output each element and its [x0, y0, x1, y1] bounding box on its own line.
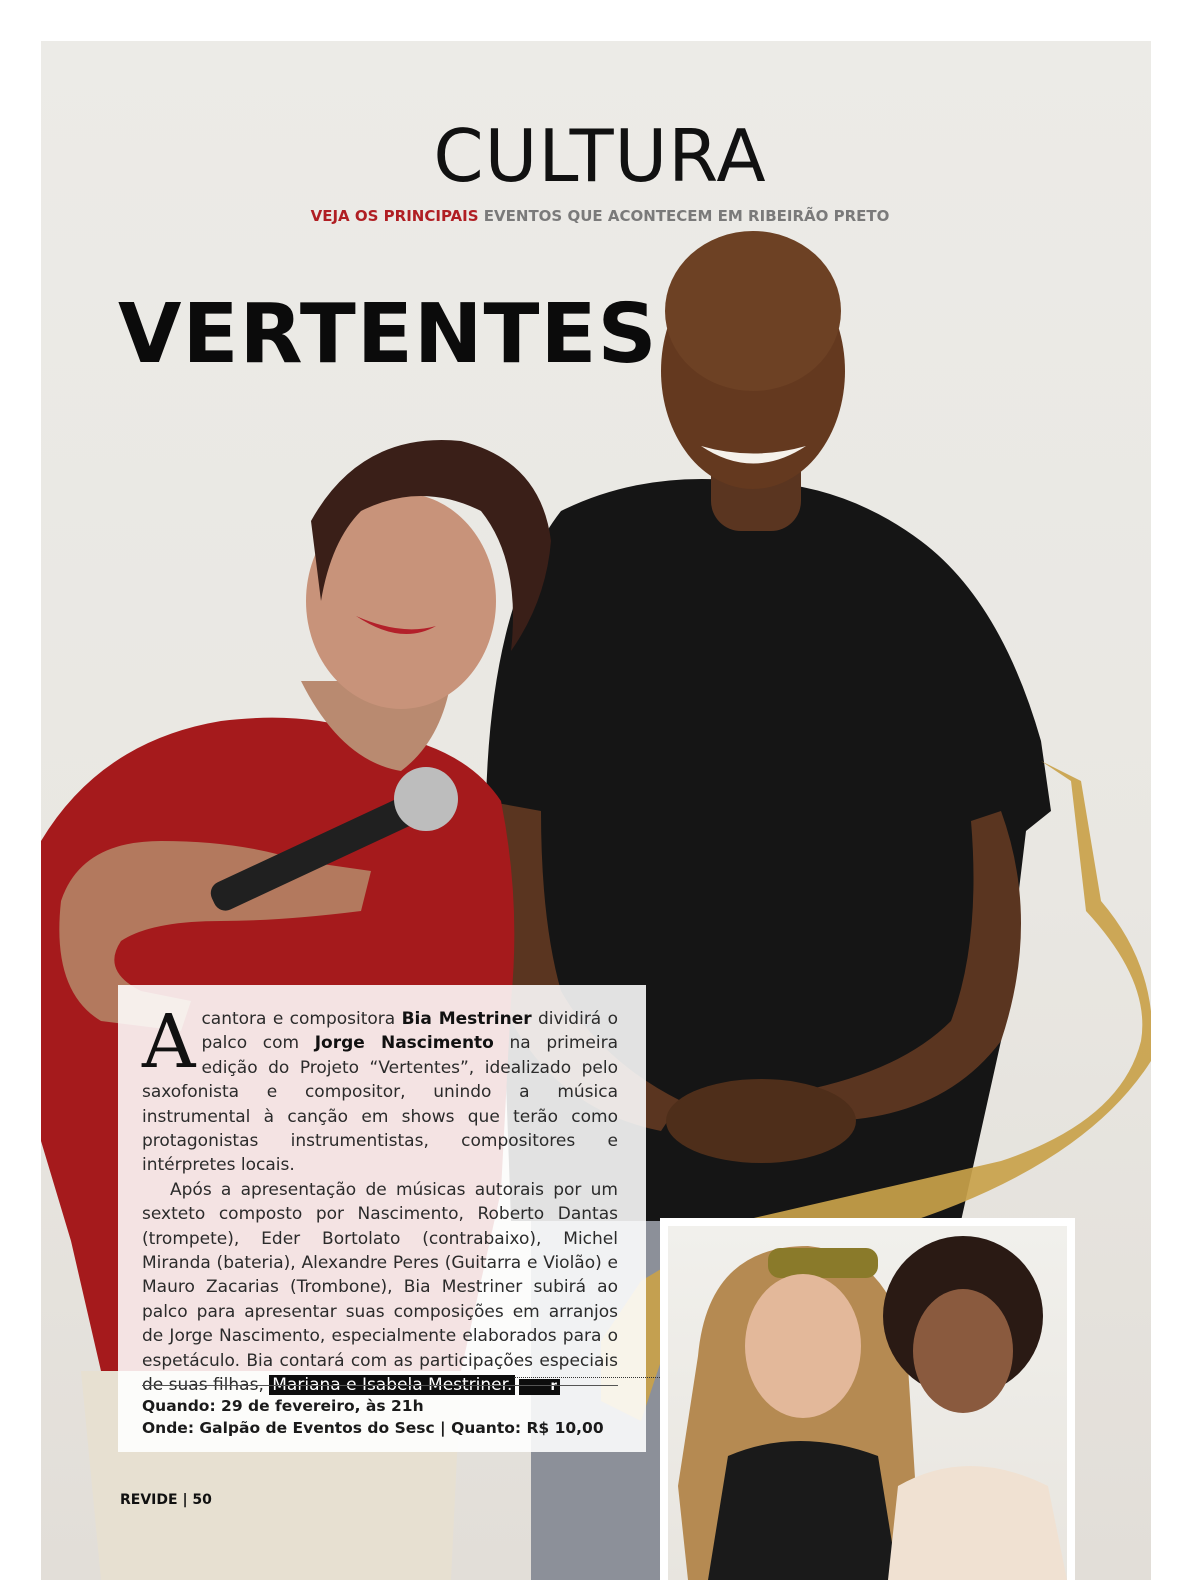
p1-text-a: cantora e compositora — [201, 1009, 402, 1029]
section-subtitle-rest: EVENTOS QUE ACONTECEM EM RIBEIRÃO PRETO — [483, 207, 890, 225]
p1-text-c: na primeira edição do Projeto “Vertentes”, idealizado pelo saxofonista e compositor, unindo a música instrumental à canção em shows que terão como protagonistas instrumentistas, compositores e intérpretes locais. — [142, 1033, 618, 1176]
inset-photo-frame — [660, 1218, 1075, 1580]
p1-text-b: dividirá o palco com — [201, 1009, 618, 1054]
section-title: CULTURA — [433, 114, 767, 198]
article-text-box — [118, 985, 646, 1452]
artist-name-bia: Bia Mestriner — [401, 1009, 532, 1029]
p2-text: Após a apresentação de músicas autorais por um sexteto composto por Nascimento, Roberto Dantas (trompete), Eder Bortolato (contrabaixo), Michel Miranda (bateria), Alexandre Peres (Guitarra e Violão) e Mauro Zacarias (Trombone), Bia Mestriner subirá ao palco para apresentar suas composições em arranjos de Jorge Nascimento, especialmente elaborados para o espetáculo. Bia contará com as participações especiais de suas filhas, — [142, 1179, 618, 1396]
section-subtitle-highlight: VEJA OS PRINCIPAIS — [310, 207, 479, 225]
event-when: Quando: 29 de fevereiro, às 21h — [142, 1397, 424, 1415]
daughters-photo — [668, 1226, 1067, 1580]
event-where-price: Onde: Galpão de Eventos do Sesc | Quanto: R$ 10,00 — [142, 1419, 604, 1437]
info-divider — [142, 1385, 618, 1386]
page-folio: REVIDE | 50 — [120, 1492, 212, 1508]
end-of-article-mark: r — [519, 1379, 559, 1395]
article-paragraph-2 — [142, 1178, 618, 1398]
drop-cap: A — [142, 999, 196, 1085]
section-subtitle — [0, 207, 1200, 225]
artist-name-jorge: Jorge Nascimento — [314, 1033, 494, 1054]
article-paragraph-1 — [142, 999, 618, 1178]
daughters-names-highlight: Mariana e Isabela Mestriner. — [269, 1375, 515, 1395]
event-info — [142, 1395, 604, 1439]
article-headline: VERTENTES — [118, 287, 658, 382]
